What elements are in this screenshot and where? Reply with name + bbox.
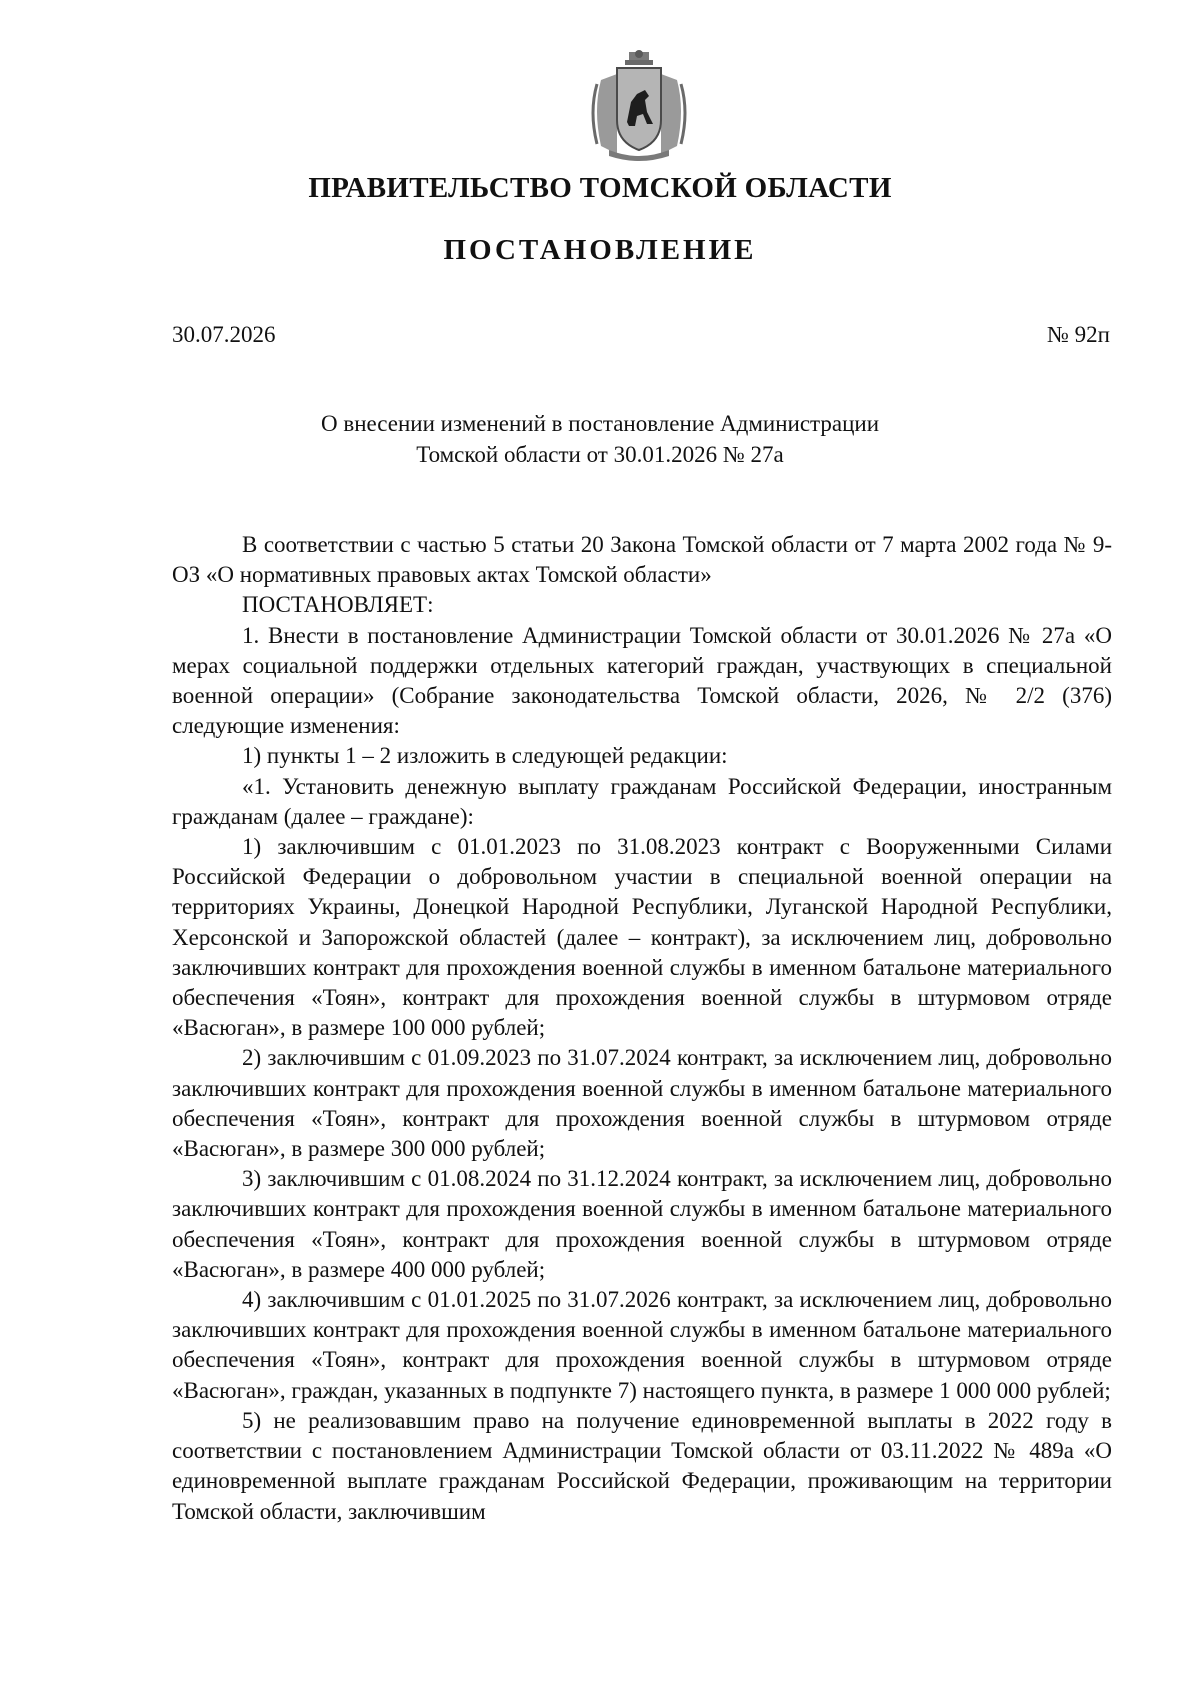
body-paragraph: 4) заключившим с 01.01.2025 по 31.07.2026 контракт, за исключением лиц, добровольно заключивших контракт для прохождения военной службы в именном батальоне материального обеспечения «Тоян», контракт для прохождения военной службы в штурмовом отряде «Васюган», граждан, указанных в подпункте 7) настоящего пункта, в размере 1 000 000 рублей; bbox=[172, 1287, 1112, 1403]
body-paragraph: 1. Внести в постановление Администрации Томской области от 30.01.2026 № 27а «О мерах социальной поддержки отдельных категорий граждан, участвующих в специальной военной операции» (Собрание законодательства Томской области, 2026, № 2/2 (376) следующие изменения: bbox=[172, 622, 1112, 739]
document-number: № 92п bbox=[1046, 322, 1110, 347]
document-type: ПОСТАНОВЛЕНИЕ bbox=[443, 234, 757, 266]
body-paragraph: 1) пункты 1 – 2 изложить в следующей редакции: bbox=[242, 743, 728, 769]
body-paragraph: 5) не реализовавшим право на получение единовременной выплаты в 2022 году в соответствии с постановлением Администрации Томской области от 03.11.2022 № 489а «О единовременной выплате гражданам Российской Федерации, проживающим на территории Томской области, заключившим bbox=[172, 1407, 1112, 1524]
subject-line-1: О внесении изменений в постановление Администрации bbox=[320, 411, 880, 436]
document-subject bbox=[0, 408, 1200, 470]
decree-word: ПОСТАНОВЛЯЕТ: bbox=[242, 592, 434, 618]
subject-line-2: Томской области от 30.01.2026 № 27а bbox=[416, 442, 784, 467]
government-title: ПРАВИТЕЛЬСТВО ТОМСКОЙ ОБЛАСТИ bbox=[308, 172, 892, 204]
body-paragraph: 1) заключившим с 01.01.2023 по 31.08.2023 контракт с Вооруженными Силами Российской Федерации о добровольном участии в специальной военной операции на территориях Украины, Донецкой Народной Республики, Луганской Народной Республики, Херсонской и Запорожской областей (далее – контракт), за исключением лиц, добровольно заключивших контракт для прохождения военной службы в именном батальоне материального обеспечения «Тоян», контракт для прохождения военной службы в штурмовом отряде «Васюган», в размере 100 000 рублей; bbox=[172, 834, 1112, 1041]
document-date: 30.07.2026 bbox=[172, 322, 276, 347]
preamble-paragraph: В соответствии с частью 5 статьи 20 Закона Томской области от 7 марта 2002 года № 9-ОЗ «О нормативных правовых актах Томской области» bbox=[172, 532, 1112, 588]
body-paragraph: 3) заключившим с 01.08.2024 по 31.12.2024 контракт, за исключением лиц, добровольно заключивших контракт для прохождения военной службы в именном батальоне материального обеспечения «Тоян», контракт для прохождения военной службы в штурмовом отряде «Васюган», в размере 400 000 рублей; bbox=[172, 1166, 1112, 1282]
coat-of-arms-icon bbox=[587, 50, 691, 162]
body-paragraph: 2) заключившим с 01.09.2023 по 31.07.2024 контракт, за исключением лиц, добровольно заключивших контракт для прохождения военной службы в именном батальоне материального обеспечения «Тоян», контракт для прохождения военной службы в штурмовом отряде «Васюган», в размере 300 000 рублей; bbox=[172, 1045, 1112, 1162]
body-paragraph: «1. Установить денежную выплату гражданам Российской Федерации, иностранным гражданам (далее – граждане): bbox=[172, 773, 1112, 829]
document-body bbox=[172, 530, 1112, 1527]
